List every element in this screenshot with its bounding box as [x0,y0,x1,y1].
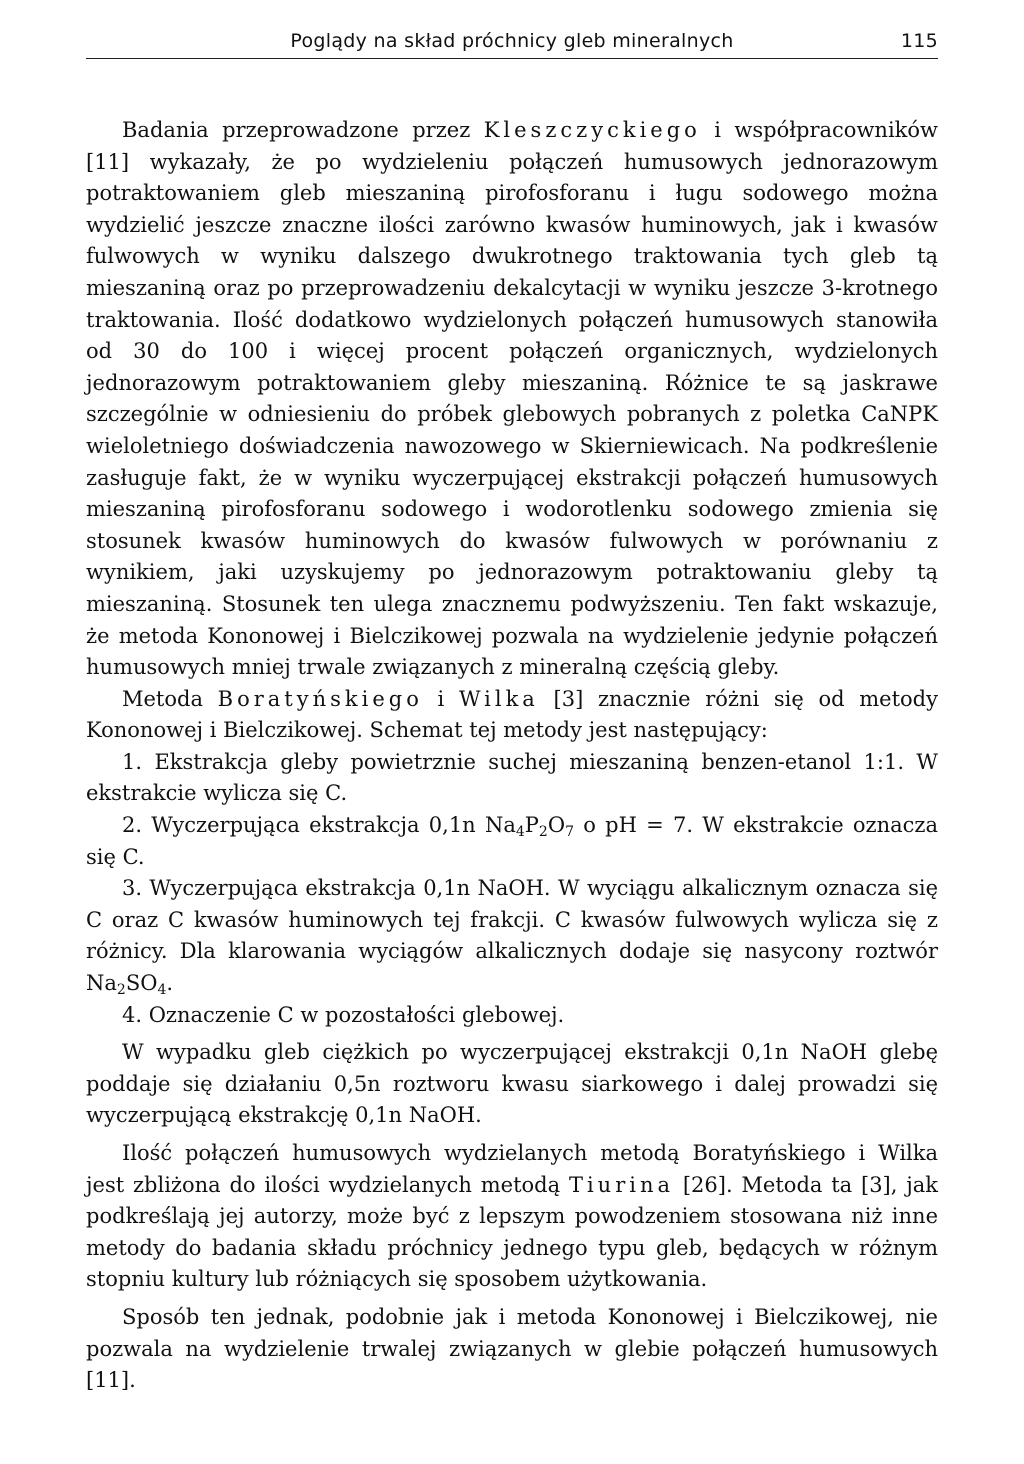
text-run: 2. Wyczerpująca ekstrakcja 0,1n Na [122,813,516,838]
text-run: i współpracowników [11] wykazały, że po wydzieleniu połączeń humusowych jednorazowym potraktowaniem gleb mieszaniną pirofosforanu i ługu sodowego można wydzielić jeszcze znaczne ilości zarówno kwasów huminowych, jak i kwasów fulwowych w wyniku dalszego dwukrotnego traktowania tych gleb tą mieszaniną oraz po przeprowadzeniu dekalcytacji w wyniku jeszcze 3-krotnego traktowania. Ilość dodatkowo wydzielonych połączeń humusowych stanowiła od 30 do 100 i więcej procent połączeń organicznych, wydzielonych jednorazowym potraktowaniem gleby mieszaniną. Różnice te są jaskrawe szczególnie w odniesieniu do próbek glebowych pobranych z poletka CaNPK wieloletniego doświadczenia nawozowego w Skierniewicach. Na podkreślenie zasługuje fakt, że w wyniku wyczerpującej ekstrakcji połączeń humusowych mieszaniną pirofosforanu sodowego i wodorotlenku sodowego zmienia się stosunek kwasów huminowych do kwasów fulwowych w porównaniu z wynikiem, jaki uzyskujemy po jednorazowym potraktowaniu gleby tą mieszaniną. Stosunek ten ulega znacznemu podwyższeniu. Ten fakt wskazuje, że metoda Kononowej i Bielczikowej pozwala na wydzielenie jedynie połączeń humusowych mniej trwale związanych z mineralną częścią gleby. [86,118,939,680]
text-run: O [547,813,566,838]
article-body [86,115,938,1397]
subscript: 7 [565,824,574,841]
list-item-2 [86,810,938,873]
subscript: 2 [116,982,126,999]
text-run: 3. Wyczerpująca ekstrakcja 0,1n NaOH. W wyciągu alkalicznym oznacza się C oraz C kwasów huminowych tej frakcji. C kwasów fulwowych wylicza się z różnicy. Dla klarowania wyciągów alkalicznych dodaje się nasycony roztwór Na [86,876,938,996]
text-run: o pH = 7. W ekstrakcie oznacza się C. [86,813,938,869]
subscript: 4 [515,824,525,841]
subscript: 2 [538,824,548,841]
list-item-3 [86,873,938,999]
text-run: Ilość połączeń humusowych wydzielanych metodą Boratyńskiego i Wilka jest zbliżona do ilości wydzielanych metodą [86,1141,938,1197]
running-title: Poglądy na skład próchnicy gleb mineralnych [290,30,734,52]
author-name: Tiurina [568,1172,675,1197]
running-head [86,24,938,59]
subscript: 4 [157,982,167,999]
paragraph-2 [86,684,938,747]
list-item-1: 1. Ekstrakcja gleby powietrznie suchej mieszaniną benzen-etanol 1:1. W ekstrakcie wylicza się C. [86,749,938,806]
text-run: . [166,971,174,996]
text-run: SO [125,971,158,996]
author-name: Boratyńskiego [217,686,423,711]
text-run: [26]. Metoda ta [3], jak podkreślają jej autorzy, może być z lepszym powodzeniem stosowana niż inne metody do badania składu próchnicy jednego typu gleb, będących w różnym stopniu kultury lub różniących się sposobem użytkowania. [86,1172,938,1292]
text-run: P [524,813,539,838]
paragraph-1 [86,115,938,684]
list-item-4: 4. Oznaczenie C w pozostałości glebowej. [122,1002,565,1027]
author-name: Wilka [458,686,539,711]
paragraph-4 [86,1138,938,1296]
page [86,24,938,1397]
text-run: Badania przeprowadzone przez [122,118,484,142]
text-run: Metoda [122,686,218,711]
text-run: [3] znacznie różni się od metody Kononowej i Bielczikowej. Schemat tej metody jest następujący: [86,686,938,743]
author-name: Kleszczyckiego [483,118,701,142]
paragraph-5: Sposób ten jednak, podobnie jak i metoda Kononowej i Bielczikowej, nie pozwala na wydzielenie trwalej związanych w glebie połączeń humusowych [11]. [86,1304,938,1393]
text-run: i [422,686,459,711]
paragraph-3: W wypadku gleb ciężkich po wyczerpującej ekstrakcji 0,1n NaOH glebę poddaje się działaniu 0,5n roztworu kwasu siarkowego i dalej prowadzi się wyczerpującą ekstrakcję 0,1n NaOH. [86,1040,938,1128]
page-number: 115 [900,30,938,52]
